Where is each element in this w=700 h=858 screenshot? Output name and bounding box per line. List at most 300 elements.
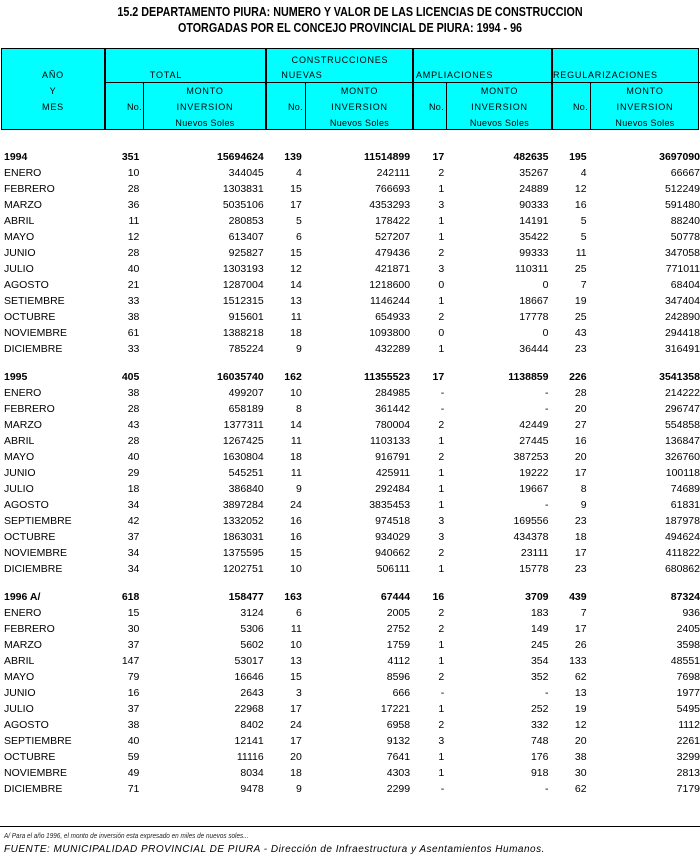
cell-ampliaciones-no: -	[440, 403, 445, 415]
header-group-ampliaciones: AMPLIACIONES	[416, 70, 494, 80]
month-label: ENERO	[4, 167, 42, 179]
cell-ampliaciones-no: 0	[438, 327, 445, 339]
header-subdivider	[305, 82, 306, 129]
cell-regularizaciones-monto: 2813	[676, 767, 700, 779]
cell-regularizaciones-no: 439	[569, 591, 587, 603]
cell-regularizaciones-no: 12	[574, 183, 587, 195]
cell-nuevas-no: 17	[290, 703, 302, 715]
header-nuevos-soles: Nuevos Soles	[615, 118, 675, 128]
month-row	[0, 385, 700, 401]
cell-ampliaciones-monto: 35267	[519, 167, 549, 179]
month-row	[0, 401, 700, 417]
cell-ampliaciones-no: 2	[438, 719, 445, 731]
cell-regularizaciones-no: 62	[574, 783, 587, 795]
cell-regularizaciones-no: 9	[580, 499, 587, 511]
header-monto: MONTO	[626, 86, 664, 96]
cell-total-monto: 11116	[236, 751, 264, 763]
cell-total-no: 38	[127, 311, 140, 323]
cell-total-no: 37	[127, 639, 140, 651]
cell-ampliaciones-monto: 252	[530, 703, 549, 715]
cell-total-monto: 16035740	[217, 371, 264, 383]
cell-regularizaciones-no: 12	[574, 719, 587, 731]
cell-ampliaciones-monto: -	[545, 499, 549, 511]
cell-total-monto: 8034	[240, 767, 264, 779]
cell-nuevas-no: 13	[290, 295, 302, 307]
cell-nuevas-monto: 9132	[386, 735, 411, 747]
cell-regularizaciones-no: 62	[574, 671, 587, 683]
cell-total-no: 15	[127, 607, 140, 619]
cell-nuevas-no: 9	[295, 343, 302, 355]
cell-ampliaciones-monto: 23111	[520, 547, 549, 559]
cell-regularizaciones-monto: 3299	[676, 751, 700, 763]
cell-ampliaciones-no: -	[440, 687, 445, 699]
cell-total-monto: 1377311	[223, 419, 264, 431]
cell-ampliaciones-no: 2	[438, 671, 445, 683]
cell-total-monto: 5306	[240, 623, 264, 635]
cell-nuevas-monto: 421871	[375, 263, 411, 275]
data-table-body	[0, 149, 700, 797]
cell-regularizaciones-monto: 2405	[676, 623, 700, 635]
cell-regularizaciones-monto: 3541358	[659, 371, 700, 383]
cell-ampliaciones-no: 2	[438, 247, 445, 259]
cell-nuevas-monto: 666	[392, 687, 411, 699]
cell-total-monto: 5602	[240, 639, 264, 651]
month-label: ABRIL	[4, 655, 35, 667]
cell-total-no: 21	[127, 279, 140, 291]
cell-ampliaciones-no: 1	[438, 639, 445, 651]
cell-ampliaciones-no: 1	[438, 655, 445, 667]
month-row	[0, 481, 700, 497]
month-row	[0, 733, 700, 749]
cell-nuevas-monto: 1103133	[370, 435, 411, 447]
month-row	[0, 309, 700, 325]
data-table	[0, 149, 700, 797]
cell-nuevas-monto: 242111	[376, 167, 411, 179]
cell-total-monto: 5035106	[222, 199, 264, 211]
cell-ampliaciones-monto: 1138859	[508, 371, 549, 383]
cell-ampliaciones-no: 0	[438, 279, 445, 291]
cell-nuevas-monto: 2005	[386, 607, 411, 619]
cell-regularizaciones-no: 26	[574, 639, 587, 651]
cell-total-no: 42	[127, 515, 140, 527]
month-label: AGOSTO	[4, 279, 49, 291]
cell-nuevas-no: 5	[295, 215, 302, 227]
cell-nuevas-no: 18	[290, 451, 302, 463]
cell-nuevas-no: 15	[290, 183, 302, 195]
cell-ampliaciones-no: 16	[432, 591, 445, 603]
cell-regularizaciones-no: 25	[574, 263, 587, 275]
month-row	[0, 245, 700, 261]
cell-regularizaciones-no: 19	[574, 295, 587, 307]
cell-regularizaciones-monto: 187978	[664, 515, 700, 527]
month-row	[0, 561, 700, 577]
cell-total-no: 34	[127, 547, 140, 559]
cell-total-monto: 1388218	[222, 327, 264, 339]
cell-regularizaciones-no: 20	[574, 735, 587, 747]
month-label: NOVIEMBRE	[4, 767, 68, 779]
year-label: 1996 A/	[4, 591, 41, 603]
cell-ampliaciones-monto: 0	[542, 327, 549, 339]
cell-ampliaciones-monto: -	[545, 783, 549, 795]
cell-total-no: 37	[127, 531, 140, 543]
month-label: NOVIEMBRE	[4, 327, 68, 339]
cell-total-monto: 658189	[228, 403, 264, 415]
month-row	[0, 213, 700, 229]
cell-ampliaciones-no: 1	[438, 215, 445, 227]
cell-regularizaciones-monto: 5495	[676, 703, 700, 715]
cell-ampliaciones-no: 1	[438, 751, 445, 763]
cell-ampliaciones-no: 1	[438, 295, 445, 307]
year-total-row	[0, 369, 700, 385]
cell-nuevas-monto: 2299	[386, 783, 411, 795]
cell-regularizaciones-monto: 136847	[664, 435, 700, 447]
cell-regularizaciones-no: 20	[574, 403, 587, 415]
cell-regularizaciones-monto: 1112	[678, 719, 700, 731]
cell-ampliaciones-no: 1	[438, 467, 445, 479]
cell-regularizaciones-monto: 294418	[664, 327, 700, 339]
cell-regularizaciones-no: 5	[580, 231, 587, 243]
header-subdivider	[590, 82, 591, 129]
header-no-ampliaciones: No.	[429, 102, 444, 112]
table-title-line1: 15.2 DEPARTAMENTO PIURA: NUMERO Y VALOR DE LAS LICENCIAS DE CONSTRUCCION	[117, 5, 583, 19]
month-row	[0, 465, 700, 481]
spacer-row	[0, 577, 700, 589]
month-label: MAYO	[4, 231, 35, 243]
cell-ampliaciones-no: 17	[432, 151, 445, 163]
month-row	[0, 229, 700, 245]
cell-ampliaciones-no: 3	[438, 515, 445, 527]
cell-regularizaciones-monto: 50778	[670, 231, 700, 243]
cell-nuevas-no: 18	[290, 767, 302, 779]
cell-regularizaciones-no: 4	[580, 167, 587, 179]
cell-regularizaciones-monto: 591480	[664, 199, 700, 211]
cell-nuevas-no: 8	[295, 403, 302, 415]
month-label: NOVIEMBRE	[4, 547, 68, 559]
cell-total-monto: 925827	[228, 247, 264, 259]
month-row	[0, 685, 700, 701]
cell-total-monto: 785224	[228, 343, 264, 355]
cell-total-no: 147	[121, 655, 140, 667]
cell-total-monto: 8402	[240, 719, 264, 731]
cell-ampliaciones-monto: 176	[530, 751, 549, 763]
cell-ampliaciones-no: 1	[438, 767, 445, 779]
header-inversion: INVERSION	[176, 102, 234, 112]
cell-nuevas-monto: 766693	[375, 183, 411, 195]
cell-regularizaciones-monto: 347404	[664, 295, 700, 307]
month-label: MAYO	[4, 671, 35, 683]
cell-regularizaciones-monto: 494624	[664, 531, 700, 543]
cell-regularizaciones-no: 27	[574, 419, 587, 431]
cell-nuevas-monto: 916791	[375, 451, 411, 463]
cell-total-monto: 22968	[234, 703, 264, 715]
header-no-nuevas: No.	[288, 102, 303, 112]
year-label: 1995	[4, 371, 28, 383]
cell-nuevas-monto: 506111	[376, 563, 411, 575]
month-row	[0, 181, 700, 197]
cell-total-no: 59	[127, 751, 140, 763]
cell-nuevas-monto: 479436	[375, 247, 411, 259]
cell-ampliaciones-monto: 918	[530, 767, 549, 779]
cell-nuevas-monto: 780004	[375, 419, 411, 431]
month-row	[0, 197, 700, 213]
cell-nuevas-no: 13	[290, 655, 302, 667]
cell-ampliaciones-no: -	[440, 387, 445, 399]
header-divider	[551, 49, 553, 129]
cell-nuevas-no: 14	[290, 279, 302, 291]
cell-nuevas-monto: 11514899	[363, 151, 411, 163]
cell-nuevas-monto: 974518	[375, 515, 411, 527]
cell-ampliaciones-no: 1	[438, 435, 445, 447]
cell-regularizaciones-no: 23	[574, 343, 587, 355]
cell-regularizaciones-monto: 7179	[676, 783, 700, 795]
cell-nuevas-monto: 17221	[380, 703, 411, 715]
header-inversion: INVERSION	[471, 102, 528, 112]
cell-ampliaciones-no: 1	[438, 499, 445, 511]
cell-nuevas-no: 10	[290, 387, 302, 399]
cell-total-monto: 12141	[234, 735, 264, 747]
cell-regularizaciones-monto: 88240	[670, 215, 700, 227]
cell-regularizaciones-monto: 2261	[676, 735, 700, 747]
cell-nuevas-no: 3	[295, 687, 302, 699]
cell-regularizaciones-no: 30	[574, 767, 587, 779]
source-note: FUENTE: MUNICIPALIDAD PROVINCIAL DE PIURA - Dirección de Infraestructura y Asentamientos Humanos.	[4, 844, 545, 855]
cell-regularizaciones-monto: 61831	[670, 499, 700, 511]
cell-ampliaciones-monto: 245	[530, 639, 549, 651]
month-label: ENERO	[4, 387, 42, 399]
cell-ampliaciones-no: 2	[438, 607, 445, 619]
cell-total-monto: 1287004	[222, 279, 264, 291]
cell-nuevas-no: 4	[295, 167, 302, 179]
cell-total-no: 12	[127, 231, 140, 243]
cell-total-no: 18	[127, 483, 140, 495]
month-row	[0, 605, 700, 621]
cell-regularizaciones-monto: 347058	[664, 247, 700, 259]
cell-regularizaciones-monto: 87324	[670, 591, 700, 603]
cell-ampliaciones-monto: 24889	[519, 183, 549, 195]
month-row	[0, 433, 700, 449]
cell-total-monto: 1863031	[222, 531, 264, 543]
month-row	[0, 277, 700, 293]
cell-ampliaciones-monto: -	[545, 687, 549, 699]
cell-ampliaciones-no: 1	[438, 343, 445, 355]
cell-total-no: 618	[121, 591, 140, 603]
cell-total-monto: 2643	[240, 687, 264, 699]
cell-ampliaciones-monto: 332	[530, 719, 549, 731]
cell-regularizaciones-monto: 48551	[670, 655, 700, 667]
cell-nuevas-no: 139	[284, 151, 302, 163]
cell-regularizaciones-no: 38	[574, 751, 587, 763]
cell-regularizaciones-monto: 771011	[665, 263, 700, 275]
month-label: DICIEMBRE	[4, 343, 63, 355]
cell-nuevas-monto: 1146244	[370, 295, 411, 307]
cell-total-monto: 1630804	[222, 451, 264, 463]
header-group-nuevas-1: CONSTRUCCIONES	[291, 55, 389, 65]
month-label: ENERO	[4, 607, 42, 619]
cell-regularizaciones-no: 16	[574, 199, 587, 211]
cell-total-no: 28	[127, 183, 140, 195]
cell-nuevas-no: 162	[284, 371, 302, 383]
month-row	[0, 765, 700, 781]
cell-ampliaciones-monto: 748	[530, 735, 549, 747]
cell-regularizaciones-no: 17	[574, 547, 587, 559]
cell-nuevas-monto: 1759	[386, 639, 411, 651]
month-label: FEBRERO	[4, 623, 55, 635]
month-label: JULIO	[4, 703, 34, 715]
cell-ampliaciones-no: 1	[438, 483, 445, 495]
cell-ampliaciones-no: 1	[438, 231, 445, 243]
cell-nuevas-monto: 4112	[387, 655, 411, 667]
month-label: DICIEMBRE	[4, 783, 63, 795]
header-ano: AÑO	[42, 70, 64, 80]
header-inversion: INVERSION	[616, 102, 674, 112]
month-label: FEBRERO	[4, 183, 55, 195]
cell-total-monto: 1332052	[222, 515, 264, 527]
cell-nuevas-monto: 361442	[375, 403, 411, 415]
cell-ampliaciones-monto: 387253	[513, 451, 549, 463]
month-row	[0, 341, 700, 357]
cell-nuevas-monto: 6958	[386, 719, 411, 731]
cell-ampliaciones-monto: 19667	[519, 483, 549, 495]
cell-regularizaciones-monto: 936	[682, 607, 700, 619]
header-monto: MONTO	[186, 86, 224, 96]
cell-ampliaciones-monto: 35422	[519, 231, 549, 243]
month-row	[0, 717, 700, 733]
cell-nuevas-monto: 940662	[375, 547, 411, 559]
cell-regularizaciones-no: 11	[575, 247, 587, 259]
month-row	[0, 621, 700, 637]
cell-regularizaciones-no: 20	[574, 451, 587, 463]
cell-total-monto: 344045	[228, 167, 264, 179]
month-row	[0, 497, 700, 513]
month-row	[0, 545, 700, 561]
cell-ampliaciones-monto: 169556	[513, 515, 549, 527]
spacer-cell	[0, 357, 700, 369]
cell-regularizaciones-no: 19	[574, 703, 587, 715]
month-row	[0, 637, 700, 653]
header-group-nuevas-2: NUEVAS	[281, 70, 323, 80]
cell-nuevas-no: 18	[290, 327, 302, 339]
header-group-regularizaciones: REGULARIZACIONES	[553, 70, 658, 80]
cell-nuevas-no: 9	[295, 483, 302, 495]
cell-ampliaciones-no: -	[440, 783, 445, 795]
cell-ampliaciones-monto: 27445	[519, 435, 549, 447]
month-label: JULIO	[4, 483, 34, 495]
header-no-total: No.	[127, 102, 142, 112]
cell-nuevas-no: 11	[290, 311, 302, 323]
cell-nuevas-monto: 4303	[386, 767, 411, 779]
cell-total-no: 40	[127, 451, 140, 463]
cell-ampliaciones-monto: 183	[530, 607, 549, 619]
cell-nuevas-monto: 425911	[375, 467, 411, 479]
cell-total-monto: 158477	[228, 591, 264, 603]
cell-nuevas-no: 14	[290, 419, 302, 431]
cell-ampliaciones-no: 2	[438, 547, 445, 559]
cell-nuevas-monto: 1093800	[369, 327, 411, 339]
cell-total-monto: 3124	[240, 607, 264, 619]
month-label: JUNIO	[4, 467, 36, 479]
cell-ampliaciones-no: 1	[438, 703, 445, 715]
cell-total-monto: 1375595	[222, 547, 264, 559]
header-subdivider	[104, 82, 700, 83]
cell-total-no: 37	[127, 703, 140, 715]
cell-regularizaciones-monto: 3598	[676, 639, 700, 651]
cell-total-monto: 9478	[240, 783, 264, 795]
cell-total-no: 28	[127, 247, 140, 259]
cell-regularizaciones-monto: 242890	[664, 311, 700, 323]
cell-nuevas-monto: 3835453	[369, 499, 411, 511]
cell-total-no: 11	[128, 215, 140, 227]
cell-nuevas-monto: 284985	[375, 387, 411, 399]
cell-regularizaciones-no: 23	[574, 515, 587, 527]
header-monto: MONTO	[340, 86, 379, 96]
cell-nuevas-monto: 1218600	[369, 279, 411, 291]
cell-regularizaciones-no: 23	[574, 563, 587, 575]
cell-nuevas-no: 11	[290, 623, 302, 635]
month-row	[0, 449, 700, 465]
month-label: DICIEMBRE	[4, 563, 63, 575]
month-row	[0, 417, 700, 433]
month-label: JUNIO	[4, 247, 36, 259]
month-row	[0, 261, 700, 277]
cell-regularizaciones-no: 18	[574, 531, 587, 543]
header-inversion: INVERSION	[331, 102, 388, 112]
cell-ampliaciones-no: 3	[438, 531, 445, 543]
cell-ampliaciones-monto: 99333	[519, 247, 549, 259]
cell-nuevas-monto: 292484	[375, 483, 411, 495]
cell-ampliaciones-monto: 354	[530, 655, 549, 667]
header-no-regularizaciones: No.	[573, 102, 588, 112]
cell-total-monto: 1303831	[222, 183, 264, 195]
cell-total-monto: 499207	[228, 387, 264, 399]
header-mes: MES	[42, 102, 64, 112]
cell-nuevas-monto: 2752	[386, 623, 411, 635]
cell-ampliaciones-no: 3	[438, 735, 445, 747]
table-header	[1, 48, 699, 130]
cell-total-no: 28	[127, 403, 140, 415]
cell-total-monto: 16646	[234, 671, 264, 683]
cell-regularizaciones-monto: 512249	[664, 183, 700, 195]
cell-nuevas-no: 17	[290, 735, 302, 747]
cell-total-no: 38	[127, 719, 140, 731]
cell-ampliaciones-monto: 18667	[519, 295, 549, 307]
cell-total-monto: 1202751	[222, 563, 264, 575]
cell-regularizaciones-no: 43	[574, 327, 587, 339]
cell-ampliaciones-monto: 149	[530, 623, 549, 635]
cell-regularizaciones-no: 133	[569, 655, 587, 667]
cell-total-monto: 545251	[228, 467, 264, 479]
cell-nuevas-no: 10	[290, 639, 302, 651]
cell-regularizaciones-monto: 66667	[670, 167, 700, 179]
cell-ampliaciones-monto: -	[545, 403, 549, 415]
cell-ampliaciones-monto: 42449	[519, 419, 549, 431]
month-row	[0, 325, 700, 341]
cell-regularizaciones-monto: 411822	[665, 547, 700, 559]
cell-nuevas-no: 17	[290, 199, 302, 211]
cell-total-no: 29	[127, 467, 140, 479]
cell-regularizaciones-monto: 68404	[670, 279, 700, 291]
month-row	[0, 293, 700, 309]
spacer-row	[0, 357, 700, 369]
cell-nuevas-no: 20	[290, 751, 302, 763]
header-subdivider	[446, 82, 447, 129]
month-label: ABRIL	[4, 215, 35, 227]
cell-total-monto: 386840	[228, 483, 264, 495]
cell-ampliaciones-no: 2	[438, 623, 445, 635]
cell-nuevas-monto: 934029	[375, 531, 411, 543]
cell-nuevas-no: 24	[290, 719, 302, 731]
cell-ampliaciones-monto: 482635	[513, 151, 549, 163]
cell-total-monto: 1267425	[222, 435, 264, 447]
